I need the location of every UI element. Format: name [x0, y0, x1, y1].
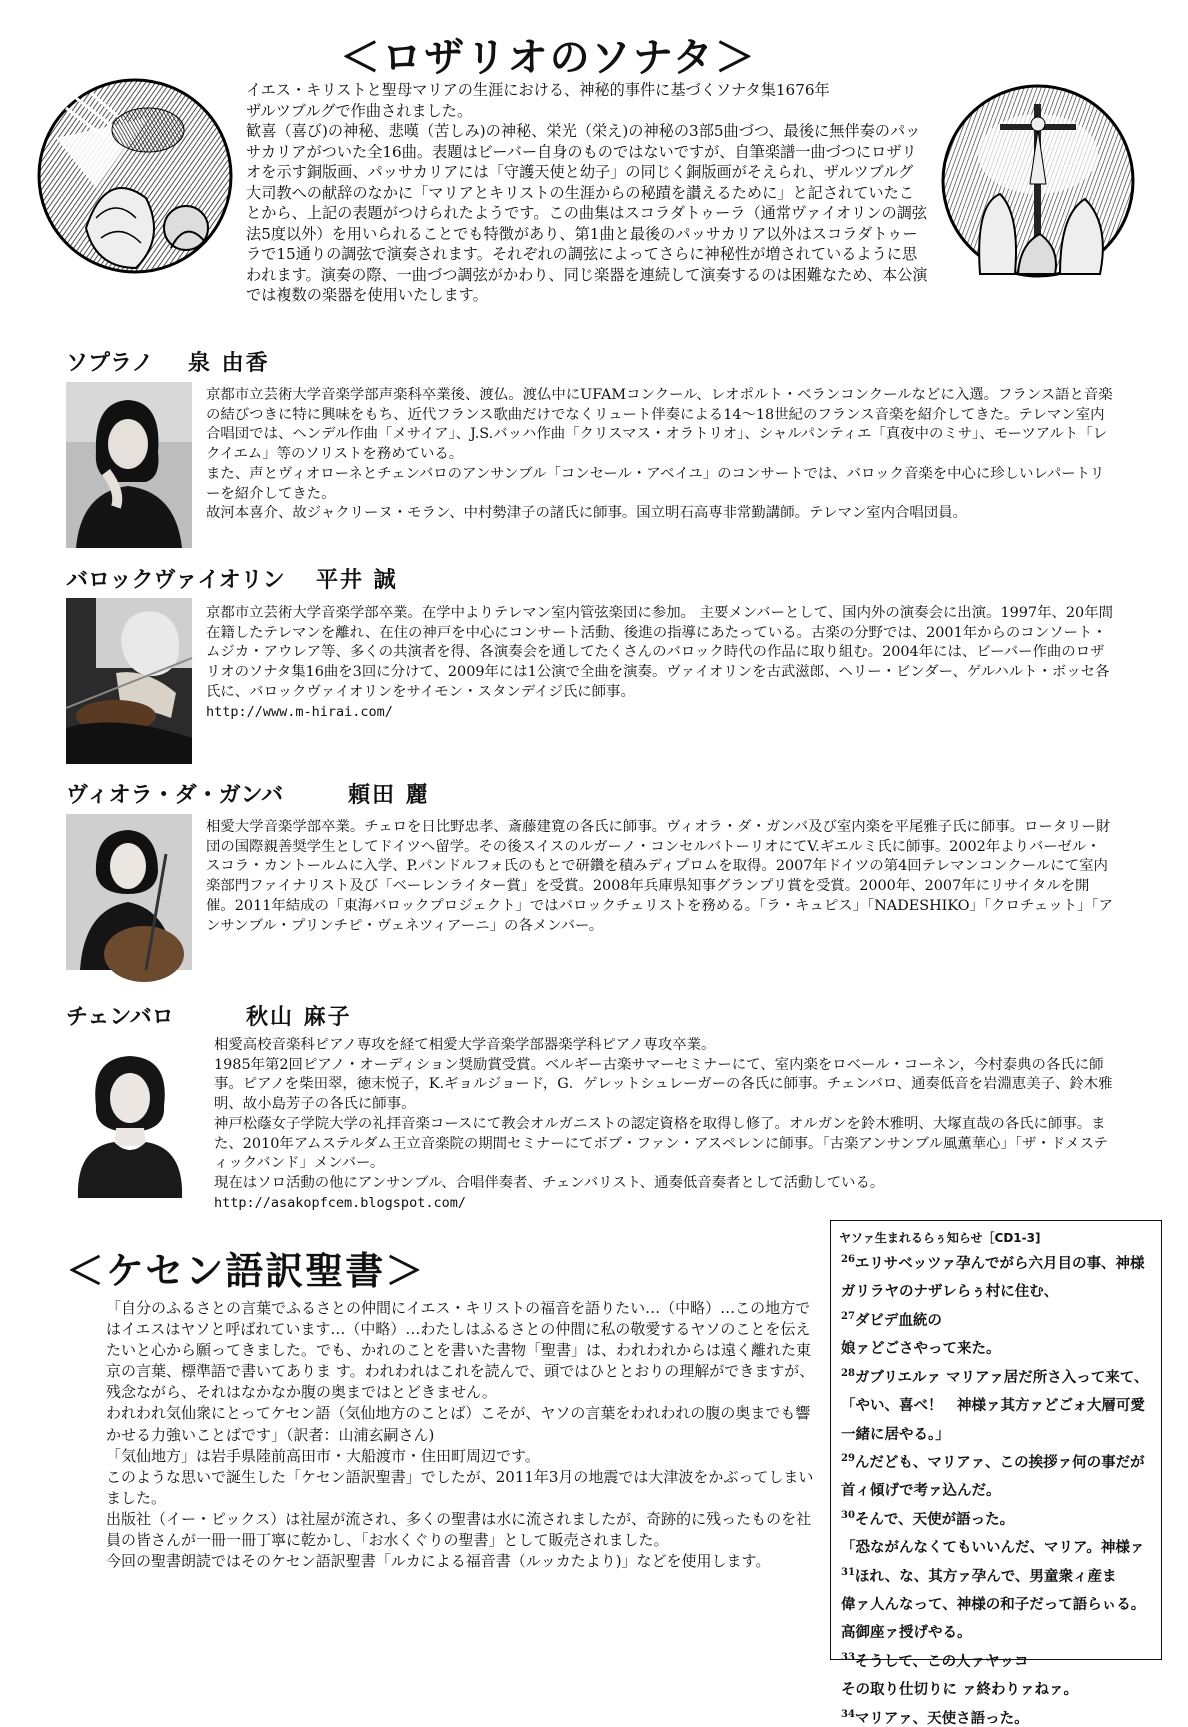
- performer-bio: [214, 1036, 1114, 1213]
- performer-name: 頼田 麗: [348, 782, 430, 808]
- kesen-text: [106, 1298, 818, 1572]
- verse-text: 「恐ながんなくてもいいんだ、マリア。神様ァ: [841, 1539, 1145, 1557]
- bible-line: [841, 1366, 1161, 1386]
- verse-number: 29: [841, 1452, 855, 1464]
- crucifixion-engraving-image: [940, 84, 1136, 278]
- bible-line: [841, 1678, 1161, 1698]
- performer-bio: [206, 818, 1114, 936]
- bio-paragraph: 相愛大学音楽学部卒業。チェロを日比野忠孝、斎藤建寛の各氏に師事。ヴィオラ・ダ・ガンバ及び室内楽を平尾雅子氏に師事。ロータリー財団の国際親善奨学生としてドイツへ留学。その後スイスのルガーノ・コンセルバトーリオにてV.ギエルミ氏に師事。2002年よりバーゼル・スコラ・カントールムに入学、P.パンドルフォ氏のもとで研鑽を積みディプロムを取得。2007年ドイツの第4回テレマンコンクールにて室内楽部門ファイナリスト及び「ベーレンライター賞」を受賞。2008年兵庫県知事グランプリ賞を受賞。2000年、2007年にリサイタルを開催。2011年結成の「東海バロックプロジェクト」ではバロックチェリストを務める。「ラ・キュピス」「NADESHIKO」「クロチェット」「アンサンブル・プリンチピ・ヴェネツィアーニ」の各メンバー。: [206, 819, 1113, 934]
- verse-text: マリアァ、天使さ語った。: [854, 1709, 1029, 1727]
- bio-paragraph: 京都市立芸術大学音楽学部声楽科卒業後、渡仏。渡仏中にUFAMコンクール、レオポルト・ベランコンクールなどに入選。フランス語と音楽の結びつきに特に興味をもち、近代フランス歌曲だけでなくリュート伴奏による14～18世紀のフランス音楽を紹介してきた。テレマン室内合唱団では、ヘンデル作曲「メサイア」、J.S.バッハ作曲「クリスマス・オラトリオ」、シャルパンティエ「真夜中のミサ」、モーツアルト「レクイエム」等のソリストを務めている。: [206, 387, 1113, 463]
- kesen-paragraph: 「気仙地方」は岩手県陸前高田市・大船渡市・住田町周辺です。: [106, 1446, 540, 1465]
- bible-line: [841, 1593, 1161, 1613]
- verse-number: 28: [841, 1367, 855, 1379]
- soprano-photo: [66, 382, 192, 548]
- bible-line: [841, 1508, 1161, 1528]
- bible-line: [841, 1621, 1161, 1641]
- verse-text: 偉ァ人んなって、神様の和子だって語らぃる。: [841, 1595, 1146, 1613]
- verse-text: 首ィ傾げで考ァ込んだ。: [841, 1482, 1001, 1500]
- bible-line: [841, 1479, 1161, 1499]
- verse-text: んだども、マリアァ、この挨拶ァ何の事だが: [854, 1453, 1145, 1471]
- harpsichordist-photo: [66, 1036, 194, 1198]
- verse-text: 一緒に居やる。」: [841, 1425, 950, 1443]
- kesen-paragraph: このような思いで誕生した「ケセン語訳聖書」でしたが、2011年3月の地震では大津波をかぶってしまいました。: [106, 1467, 814, 1507]
- verse-text: ダビデ血統の: [854, 1311, 942, 1329]
- violinist-photo: [66, 598, 192, 764]
- page-title: ＜ロザリオのソナタ＞: [340, 35, 757, 81]
- performer-role: バロックヴァイオリン: [66, 567, 285, 593]
- verse-number: 30: [841, 1509, 855, 1521]
- performer-url-link[interactable]: http://www.m-hirai.com/: [206, 703, 393, 720]
- performer-name: 泉 由香: [188, 350, 270, 376]
- performer-role: ソプラノ: [66, 350, 154, 376]
- performer-bio: [206, 386, 1114, 524]
- gambist-photo: [66, 814, 192, 970]
- bible-line: [841, 1337, 1161, 1357]
- bible-line: [841, 1536, 1161, 1556]
- bible-line: [841, 1707, 1161, 1727]
- bible-line: [841, 1309, 1161, 1329]
- verse-text: その取り仕切りに ァ終わりァねァ。: [841, 1681, 1079, 1699]
- verse-number: 33: [841, 1651, 855, 1663]
- verse-number: 34: [841, 1708, 855, 1720]
- intro-line: イエス・キリストと聖母マリアの生涯における、神秘的事件に基づくソナタ集1676年: [246, 81, 830, 99]
- verse-text: ガブリエルァ マリアァ居だ所さ入って来て、: [854, 1368, 1149, 1386]
- bible-excerpt-header: ヤソァ生まれるらぅ知らせ［CD1-3]: [839, 1231, 1041, 1245]
- kesen-paragraph: 「自分のふるさとの言葉でふるさとの仲間にイエス・キリストの福音を語りたい…（中略）…この地方ではイエスはヤソと呼ばれています…（中略）…わたしはふるさとの仲間に私の敬愛するヤソのことを伝えたいと心から願ってきました。でも、かれのことを書いた書物「聖書」は、われわれからは遠く離れた東京の言葉、標準語で書いてありま す。われわれはこれを読んで、頭ではひととおりの理解ができますが、残念ながら、それはなかなか腹の奥まではとどきません。: [106, 1299, 815, 1402]
- bio-paragraph: 1985年第2回ピアノ・オーディション奨励賞受賞。ベルギー古楽サマーセミナーにて、室内楽をロベール・コーネン，今村泰典の各氏に師事。ピアノを柴田翠，徳末悦子，K.ギョルジョード，G．ゲレットシュレーガーの各氏に師事。チェンバロ、通奏低音を岩淵恵美子、鈴木雅明、故小島芳子の各氏に師事。: [214, 1056, 1113, 1113]
- bible-excerpt-lines: [831, 1246, 1161, 1727]
- kesen-paragraph: 今回の聖書朗読ではそのケセン語訳聖書「ルカによる福音書（ルッカたより)」などを使用します。: [106, 1552, 771, 1571]
- verse-text: エリサベッツァ孕んでがら六月目の事、神様: [854, 1254, 1145, 1272]
- bio-paragraph: 神戸松蔭女子学院大学の礼拝音楽コースにて教会オルガニストの認定資格を取得し修了。オルガンを鈴木雅明、大塚直哉の各氏に師事。また、2010年アムステルダム王立音楽院の期間セミナーにてボブ・ファン・アスペレンに師事。「古楽アンサンブル風薫華心」「ザ・ドメスティックバンド」メンバー。: [214, 1115, 1108, 1172]
- verse-number: 31: [841, 1566, 855, 1578]
- intro-text: [246, 80, 928, 306]
- bio-paragraph: 現在はソロ活動の他にアンサンブル、合唱伴奏者、チェンバリスト、通奏低音奏者として活動している。: [214, 1174, 885, 1191]
- verse-text: 高御座ァ授げやる。: [841, 1624, 972, 1642]
- verse-number: 26: [841, 1254, 855, 1265]
- bio-paragraph: 相愛高校音楽科ピアノ専攻を経て相愛大学音楽学部器楽学科ピアノ専攻卒業。: [214, 1037, 716, 1053]
- bio-paragraph: 故河本喜介、故ジャクリーヌ・モラン、中村勢津子の諸氏に師事。国立明石高専非常勤講師。テレマン室内合唱団員。: [206, 505, 967, 522]
- performer-bio: [206, 604, 1114, 722]
- bible-line: [841, 1565, 1161, 1585]
- verse-text: ガリラヤのナザレらぅ村に住む、: [841, 1283, 1059, 1301]
- bible-line: [841, 1280, 1161, 1300]
- performer-url-link[interactable]: http://asakopfcem.blogspot.com/: [214, 1194, 466, 1211]
- intro-paragraph: 歓喜（喜び)の神秘、悲嘆（苦しみ)の神秘、栄光（栄え)の神秘の3部5曲づつ、最後に無伴奏のパッサカリアがついた全16曲。表題はビーバー自身のものではないですが、自筆楽譜一曲づつにロザリオを示す銅版画、パッサカリアには「守護天使と幼子」の同じく銅版画がそえられ、ザルツブルグ大司教への献辞のなかに「マリアとキリストの生涯からの秘蹟を讃えるために」と記されていたことから、上記の表題がつけられたようです。この曲集はスコラダトゥーラ（通常ヴァイオリンの調弦法5度以外）を用いられることでも特徴があり、第1曲と最後のパッサカリア以外はスコラダトゥーラで15通りの調弦で演奏されます。それぞれの調弦によってさらに神秘性が増されているように思われます。演奏の際、一曲づつ調弦がかわり、同じ楽器を連続して演奏するのは困難なため、本公演では複数の楽器を使用いたします。: [246, 122, 928, 304]
- verse-text: 娘ァどごさやって来た。: [841, 1340, 1001, 1358]
- verse-number: 27: [841, 1310, 855, 1322]
- bible-line: [841, 1252, 1161, 1272]
- angel-engraving-image: [36, 78, 234, 274]
- verse-text: ほれ、な、其方ァ孕んで、男童衆ィ産ま: [854, 1567, 1117, 1585]
- performer-name: 平井 誠: [316, 567, 398, 593]
- bible-line: [841, 1451, 1161, 1471]
- performer-name: 秋山 麻子: [246, 1004, 352, 1030]
- bio-paragraph: また、声とヴィオローネとチェンバロのアンサンブル「コンセール・アベイユ」のコンサートでは、バロック音楽を中心に珍しいレパートリーを紹介してきた。: [206, 465, 1105, 502]
- bible-line: [841, 1650, 1161, 1670]
- verse-text: そうして、この人ァヤッコ: [854, 1652, 1029, 1670]
- kesen-paragraph: 出版社（イー・ピックス）は社屋が流され、多くの聖書は水に流されましたが、奇跡的に残ったものを社員の皆さんが一冊一冊丁寧に乾かし、「お水くぐりの聖書」として販売されました。: [106, 1509, 812, 1550]
- verse-text: 「やい、喜べ！ 神様ァ其方ァどごォ大層可愛: [841, 1396, 1145, 1414]
- section-title-kesen: ＜ケセン語訳聖書＞: [66, 1249, 426, 1293]
- performer-role: チェンバロ: [66, 1004, 174, 1030]
- performer-role: ヴィオラ・ダ・ガンバ: [66, 782, 284, 808]
- bible-line: [841, 1423, 1161, 1443]
- bible-line: [841, 1394, 1161, 1414]
- intro-line: ザルツブルグで作曲されました。: [246, 101, 473, 120]
- bible-excerpt-box: [830, 1220, 1162, 1727]
- kesen-paragraph: われわれ気仙衆にとってケセン語（気仙地方のことば）こそが、ヤソの言葉をわれわれの腹の奥までも響かせる力強いことばです」（訳者：山浦玄嗣さん): [106, 1404, 811, 1444]
- verse-text: そんで、天使が語った。: [854, 1510, 1015, 1528]
- bio-paragraph: 京都市立芸術大学音楽学部卒業。在学中よりテレマン室内管弦楽団に参加。 主要メンバーとして、国内外の演奏会に出演。1997年、20年間在籍したテレマンを離れ、在住の神戸を中心にコンサート活動、後進の指導にあたっている。古楽の分野では、2001年からのコンソート・ムジカ・アウレア等、多くの共演者を得、各演奏会を通してたくさんのバロック時代の作品に取り組む。2004年には、ビーバー作曲のロザリオのソナタ集16曲を3回に分けて、2009年には1公演で全曲を演奏。ヴァイオリンを古武滋郎、ヘリー・ビンダー、ゲルハルト・ボッセ各氏に、バロックヴァイオリンをサイモン・スタンデイジ氏に師事。: [206, 605, 1113, 700]
